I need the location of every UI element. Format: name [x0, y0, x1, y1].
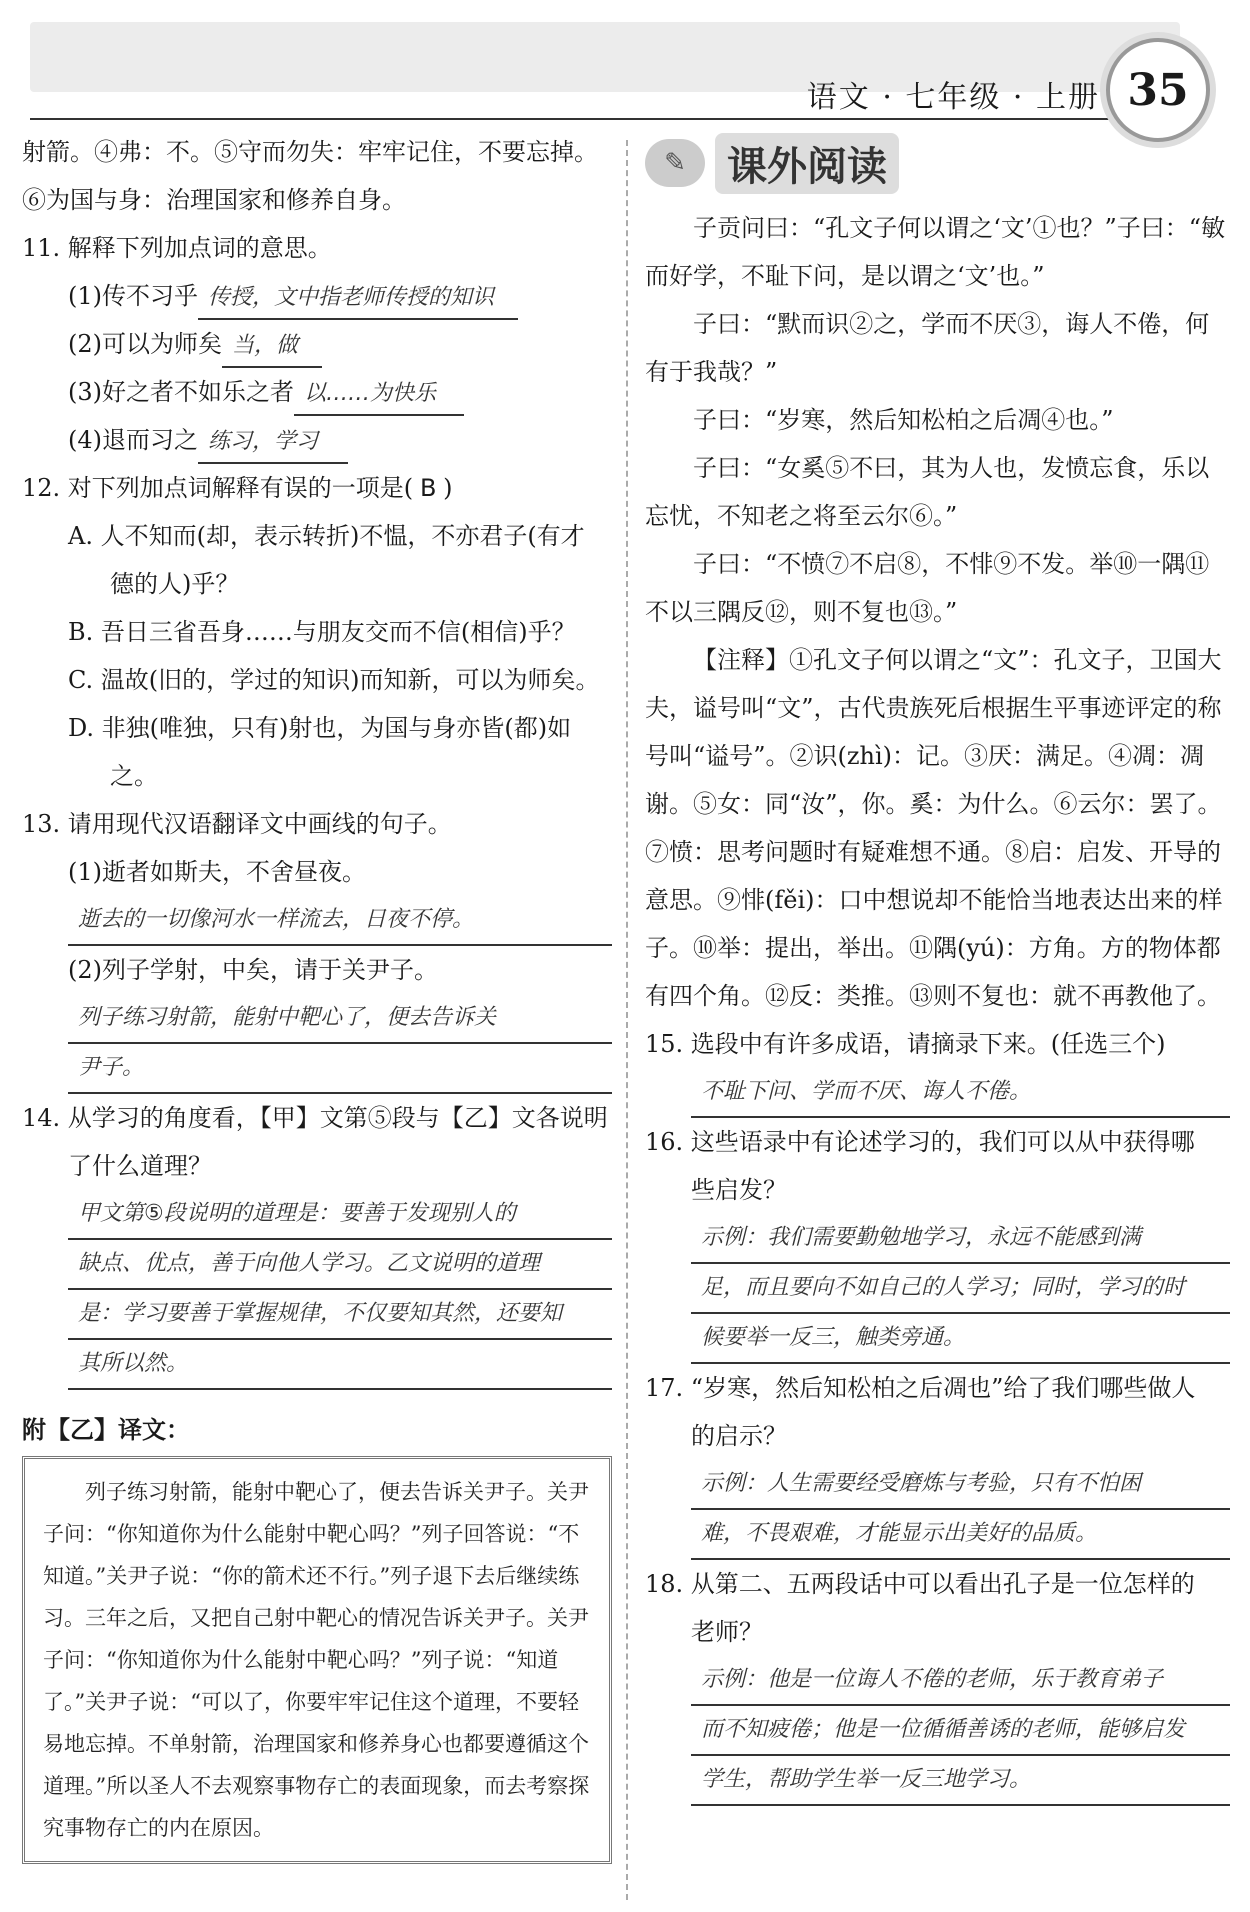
answer-line: 候要举一反三，触类旁通。 [691, 1314, 1230, 1364]
answer-line: 不耻下问、学而不厌、诲人不倦。 [691, 1068, 1230, 1118]
q11-label: (4)退而习之 [68, 426, 198, 454]
passage-4: 子曰：“女奚⑤不曰，其为人也，发愤忘食，乐以忘忧，不知老之将至云尔⑥。” [645, 454, 1210, 530]
q11-answer: 练习，学习 [198, 422, 348, 464]
answer-line: 难，不畏艰难，才能显示出美好的品质。 [691, 1510, 1230, 1560]
answer-line: 列子练习射箭，能射中靶心了，便去告诉关 [68, 994, 612, 1044]
q11-item [22, 368, 612, 416]
continued-note-1: 射箭。④弗：不。⑤守而勿失：牢牢记住，不要忘掉。 [22, 138, 598, 166]
q11-answer: 以……为快乐 [294, 374, 464, 416]
page-number: 35 [1106, 38, 1210, 142]
q17-answer [691, 1460, 1230, 1560]
q11-item [22, 416, 612, 464]
q11-item [22, 272, 612, 320]
extra-reading-heading [645, 128, 1230, 198]
q11-label: (3)好之者不如乐之者 [68, 378, 294, 406]
brush-icon: ✎ [645, 139, 705, 187]
question-12 [22, 464, 612, 512]
q12-answer: B [419, 474, 437, 502]
q13-sentence-1: (1)逝者如斯夫，不舍昼夜。 [68, 858, 366, 886]
page-header [0, 0, 1250, 120]
answer-line: 示例：人生需要经受磨炼与考验，只有不怕困 [691, 1460, 1230, 1510]
question-17: 17. “岁寒，然后知松柏之后凋也”给了我们哪些做人 [645, 1374, 1196, 1402]
passage-5: 子曰：“不愤⑦不启⑧，不悱⑨不发。举⑩一隅⑪不以三隅反⑫，则不复也⑬。” [645, 550, 1210, 626]
question-11: 11. 解释下列加点词的意思。 [22, 234, 332, 262]
answer-line: 示例：他是一位诲人不倦的老师，乐于教育弟子 [691, 1656, 1230, 1706]
passage-3: 子曰：“岁寒，然后知松柏之后凋④也。” [693, 406, 1114, 434]
answer-line: 尹子。 [68, 1044, 612, 1094]
q11-label: (1)传不习乎 [68, 282, 198, 310]
annotations: 【注释】①孔文子何以谓之“文”：孔文子，卫国大夫，谥号叫“文”，古代贵族死后根据生平事迹评定的称号叫“谥号”。②识(zhì)：记。③厌：满足。④凋：凋谢。⑤女：同“汝”，你。奚：为什么。⑥云尔：罢了。⑦愤：思考问题时有疑难想不通。⑧启：启发、开导的意思。⑨悱(fěi)：口中想说却不能恰当地表达出来的样子。⑩举：提出，举出。⑪隅(yú)：方角。方的物体都有四个角。⑫反：类推。⑬则不复也：就不再教他了。 [645, 646, 1223, 1010]
q11-item [22, 320, 612, 368]
continued-note-2: ⑥为国与身：治理国家和修养自身。 [22, 186, 406, 214]
q11-label: (2)可以为师矣 [68, 330, 222, 358]
question-16-cont: 些启发？ [691, 1176, 787, 1204]
question-17-cont: 的启示？ [691, 1422, 787, 1450]
question-18: 18. 从第二、五两段话中可以看出孔子是一位怎样的 [645, 1570, 1195, 1598]
q12-option: 之。 [110, 762, 158, 790]
q11-answer: 当，做 [222, 326, 322, 368]
extra-reading-title: 课外阅读 [715, 133, 899, 194]
q12-close: ) [443, 474, 453, 502]
answer-line: 足，而且要向不如自己的人学习；同时，学习的时 [691, 1264, 1230, 1314]
q11-answer: 传授，文中指老师传授的知识 [198, 278, 518, 320]
passage-1: 子贡问曰：“孔文子何以谓之‘文’①也？”子曰：“敏而好学，不耻下问，是以谓之‘文’也。” [645, 214, 1226, 290]
q12-option: 德的人)乎？ [110, 570, 240, 598]
q15-answer [691, 1068, 1230, 1118]
question-18-cont: 老师？ [691, 1618, 763, 1646]
translation-text: 列子练习射箭，能射中靶心了，便去告诉关尹子。关尹子问：“你知道你为什么能射中靶心吗？”列子回答说：“不知道。”关尹子说：“你的箭术还不行。”列子退下去后继续练习。三年之后，又把自己射中靶心的情况告诉关尹子。关尹子问：“你知道你为什么能射中靶心吗？”列子说：“知道了。”关尹子说：“可以了，你要牢牢记住这个道理，不要轻易地忘掉。不单射箭，治理国家和修养身心也都要遵循这个道理。”所以圣人不去观察事物存亡的表面现象，而去考察探究事物存亡的内在原因。 [43, 1480, 590, 1840]
q16-answer [691, 1214, 1230, 1364]
q12-option: D. 非独(唯独，只有)射也，为国与身亦皆(都)如 [68, 714, 572, 742]
answer-line: 示例：我们需要勤勉地学习，永远不能感到满 [691, 1214, 1230, 1264]
q13-answer-2 [68, 994, 612, 1094]
question-15: 15. 选段中有许多成语，请摘录下来。(任选三个) [645, 1030, 1166, 1058]
q13-answer-1 [68, 896, 612, 946]
left-column [22, 128, 612, 1864]
passage-2: 子曰：“默而识②之，学而不厌③，诲人不倦，何有于我哉？” [645, 310, 1210, 386]
right-column [645, 128, 1230, 1806]
translation-box [22, 1456, 612, 1864]
answer-line: 缺点、优点，善于向他人学习。乙文说明的道理 [68, 1240, 612, 1290]
answer-line: 学生，帮助学生举一反三地学习。 [691, 1756, 1230, 1806]
answer-line: 逝去的一切像河水一样流去，日夜不停。 [68, 896, 612, 946]
answer-line: 是：学习要善于掌握规律，不仅要知其然，还要知 [68, 1290, 612, 1340]
question-14-cont: 了什么道理？ [68, 1152, 212, 1180]
q18-answer [691, 1656, 1230, 1806]
header-rule [30, 118, 1120, 120]
answer-line: 其所以然。 [68, 1340, 612, 1390]
translation-title: 附【乙】译文： [22, 1415, 190, 1444]
question-16: 16. 这些语录中有论述学习的，我们可以从中获得哪 [645, 1128, 1195, 1156]
answer-line: 而不知疲倦；他是一位循循善诱的老师，能够启发 [691, 1706, 1230, 1756]
subject-title: 语文 · 七年级 · 上册 [806, 80, 1100, 115]
q14-answer [68, 1190, 612, 1390]
q12-text: 12. 对下列加点词解释有误的一项是( [22, 474, 414, 502]
q12-option: C. 温故(旧的，学过的知识)而知新，可以为师矣。 [68, 666, 600, 694]
column-divider [626, 140, 628, 1900]
q12-option: B. 吾日三省吾身……与朋友交而不信(相信)乎？ [68, 618, 576, 646]
q12-option: A. 人不知而(却，表示转折)不愠，不亦君子(有才 [68, 522, 585, 550]
question-13: 13. 请用现代汉语翻译文中画线的句子。 [22, 810, 452, 838]
answer-line: 甲文第⑤段说明的道理是：要善于发现别人的 [68, 1190, 612, 1240]
q13-sentence-2: (2)列子学射，中矣，请于关尹子。 [68, 956, 438, 984]
question-14: 14. 从学习的角度看，【甲】文第⑤段与【乙】文各说明 [22, 1104, 608, 1132]
